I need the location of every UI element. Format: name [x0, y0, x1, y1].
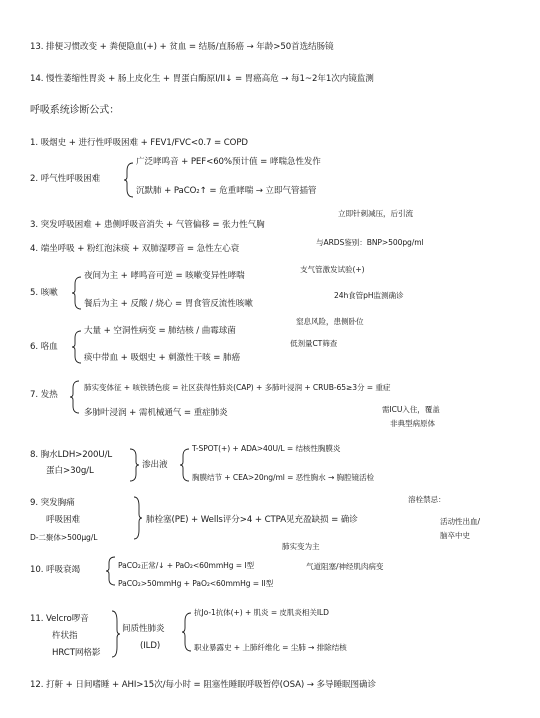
- line-11-label-3: HRCT网格影: [52, 648, 101, 658]
- brace-8-left: [130, 448, 140, 482]
- line-4-note: 与ARDS鉴别：BNP>500pg/ml: [316, 238, 424, 247]
- line-11-mid-2: (ILD): [140, 641, 161, 651]
- line-11-b: 职业暴露史 + 上肺纤维化 = 尘肺 → 排除结核: [194, 643, 347, 652]
- line-14: 14. 慢性萎缩性胃炎 + 肠上皮化生 + 胃蛋白酶原I/II↓ = 胃癌高危 → 每1~2年1次内镜监测: [30, 74, 374, 84]
- line-9-label-1: 9. 突发胸痛: [30, 498, 75, 508]
- line-8-a: T-SPOT(+) + ADA>40U/L = 结核性胸膜炎: [192, 444, 341, 453]
- line-8-label-1: 8. 胸水LDH>200U/L: [30, 450, 113, 460]
- line-9-note-3: 脑卒中史: [440, 531, 470, 540]
- brace-2: [124, 162, 134, 198]
- line-8-mid: 渗出液: [142, 460, 168, 470]
- line-6-a: 大量 + 空洞性病变 = 肺结核 / 曲霉球菌: [84, 326, 236, 336]
- line-11-label-1: 11. Velcro啰音: [30, 614, 89, 624]
- line-10-a: PaCO₂正常/↓ + PaO₂<60mmHg = I型: [118, 561, 255, 570]
- line-10-b: PaCO₂>50mmHg + PaO₂<60mmHg = II型: [118, 579, 274, 588]
- line-5-a-note: 支气管激发试验(+): [300, 265, 365, 274]
- line-5-b-note: 24h食管pH监测确诊: [334, 291, 404, 300]
- line-7-note-2: 非典型病原体: [390, 419, 435, 428]
- brace-6: [72, 330, 82, 364]
- line-6-a-note: 窒息风险，患侧卧位: [296, 317, 364, 326]
- line-9-label-2: 呼吸困难: [46, 515, 80, 525]
- brace-7: [70, 380, 80, 414]
- line-7-b: 多肺叶浸润 + 需机械通气 = 重症肺炎: [84, 408, 228, 418]
- brace-5: [72, 276, 82, 310]
- line-3: 3. 突发呼吸困难 + 患侧呼吸音消失 + 气管偏移 = 张力性气胸: [30, 220, 265, 230]
- line-3-note: 立即针刺减压，后引流: [338, 209, 413, 218]
- line-5-a: 夜间为主 + 哮鸣音可逆 = 咳嗽变异性哮喘: [84, 271, 245, 281]
- line-10-b-note: 气道阻塞/神经肌肉病变: [306, 562, 384, 571]
- line-2-label: 2. 呼气性呼吸困难: [30, 174, 101, 184]
- line-9-label-3: D-二聚体>500μg/L: [30, 533, 98, 542]
- brace-9: [134, 496, 142, 540]
- line-11-a: 抗Jo-1抗体(+) + 肌炎 = 皮肌炎相关ILD: [194, 608, 329, 617]
- line-6-label: 6. 咯血: [30, 342, 58, 352]
- line-5-label: 5. 咳嗽: [30, 288, 58, 298]
- line-4: 4. 端坐呼吸 + 粉红泡沫痰 + 双肺湿啰音 = 急性左心衰: [30, 244, 240, 254]
- line-7-label: 7. 发热: [30, 390, 58, 400]
- line-11-mid-1: 间质性肺炎: [122, 624, 165, 634]
- line-8-b: 胸膜结节 + CEA>20ng/ml = 恶性胸水 → 胸腔镜活检: [192, 473, 375, 482]
- brace-11-left: [112, 610, 120, 658]
- brace-11-right: [182, 612, 192, 652]
- line-9-main: 肺栓塞(PE) + Wells评分>4 + CTPA见充盈缺损 = 确诊: [146, 515, 358, 525]
- line-1: 1. 吸烟史 + 进行性呼吸困难 + FEV1/FVC<0.7 = COPD: [30, 138, 248, 148]
- line-10-a-note: 肺实变为主: [282, 542, 320, 551]
- line-10-label: 10. 呼吸衰竭: [30, 565, 80, 575]
- line-7-a: 肺实变体征 + 咳铁锈色痰 = 社区获得性肺炎(CAP) + 多肺叶浸润 + CRUB-65≥3分 = 重症: [84, 383, 391, 392]
- line-6-b: 痰中带血 + 吸烟史 + 刺激性干咳 = 肺癌: [84, 353, 241, 363]
- line-9-note-1: 溶栓禁忌：: [408, 495, 446, 504]
- line-5-b: 餐后为主 + 反酸 / 烧心 = 胃食管反流性咳嗽: [84, 299, 253, 309]
- line-6-b-note: 低剂量CT筛查: [290, 339, 338, 348]
- section-heading: 呼吸系统诊断公式：: [30, 105, 120, 116]
- line-2-a: 广泛哮鸣音 + PEF<60%预计值 = 哮喘急性发作: [136, 157, 321, 167]
- line-7-note-1: 需ICU入住，覆盖: [382, 405, 440, 414]
- brace-10: [106, 556, 116, 586]
- brace-8-right: [180, 448, 190, 482]
- line-12: 12. 打鼾 + 日间嗜睡 + AHI>15次/每小时 = 阻塞性睡眠呼吸暂停(OSA) → 多导睡眠图确诊: [30, 680, 376, 690]
- line-2-b: 沉默肺 + PaCO₂↑ = 危重哮喘 → 立即气管插管: [136, 186, 317, 196]
- line-13: 13. 排便习惯改变 + 粪便隐血(+) + 贫血 = 结肠/直肠癌 → 年龄>50首选结肠镜: [30, 42, 334, 52]
- line-8-label-2: 蛋白>30g/L: [46, 466, 94, 476]
- line-9-note-2: 活动性出血/: [440, 517, 480, 526]
- line-11-label-2: 杵状指: [52, 631, 78, 641]
